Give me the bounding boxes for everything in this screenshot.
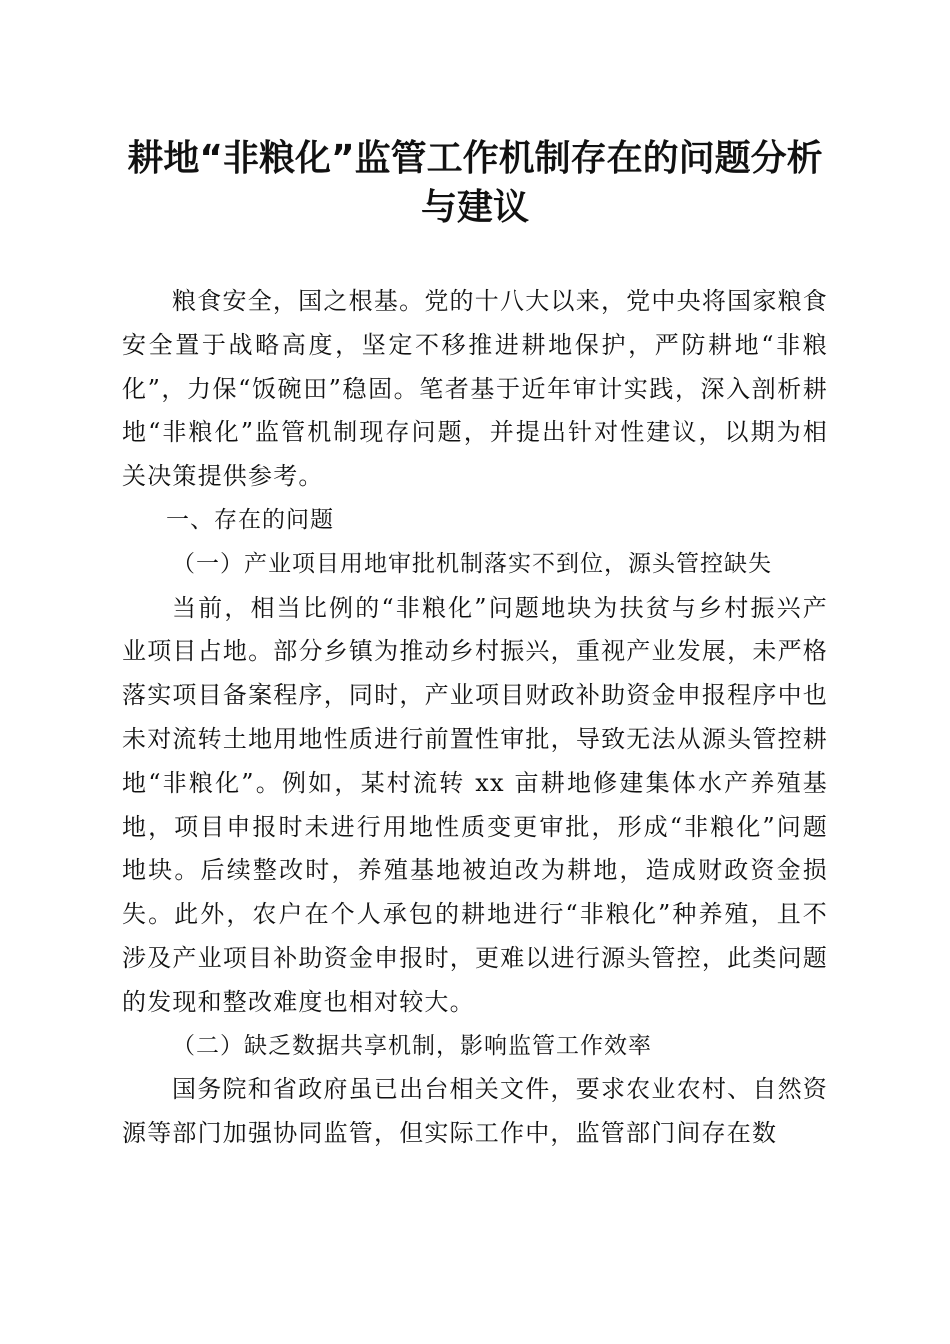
section-heading-problems: 一、存在的问题 xyxy=(166,506,334,533)
title-line-1: 耕地“非粮化”监管工作机制存在的问题分析 xyxy=(127,138,823,179)
intro-paragraph: 粮食安全，国之根基。党的十八大以来，党中央将国家粮食安全置于战略高度，坚定不移推进耕地保护，严防耕地“非粮化”，力保“饭碗田”稳固。笔者基于近年审计实践，深入剖析耕地“非粮化”监管机制现存问题，并提出针对性建议，以期为相关决策提供参考。 xyxy=(122,287,828,491)
subsection-heading-2: （二）缺乏数据共享机制，影响监管工作效率 xyxy=(172,1032,652,1059)
title-line-2: 与建议 xyxy=(420,187,529,228)
document-body xyxy=(122,280,828,1156)
subsection-heading-1: （一）产业项目用地审批机制落实不到位，源头管控缺失 xyxy=(172,550,772,577)
subsection-1-paragraph: 当前，相当比例的“非粮化”问题地块为扶贫与乡村振兴产业项目占地。部分乡镇为推动乡村振兴，重视产业发展，未严格落实项目备案程序，同时，产业项目财政补助资金申报程序中也未对流转土地用地性质进行前置性审批，导致无法从源头管控耕地“非粮化”。例如，某村流转 xx 亩耕地修建集体水产养殖基地，项目申报时未进行用地性质变更审批，形成“非粮化”问题地块。后续整改时，养殖基地被迫改为耕地，造成财政资金损失。此外，农户在个人承包的耕地进行“非粮化”种养殖，且不涉及产业项目补助资金申报时，更难以进行源头管控，此类问题的发现和整改难度也相对较大。 xyxy=(122,593,828,1016)
subsection-2-paragraph: 国务院和省政府虽已出台相关文件，要求农业农村、自然资源等部门加强协同监管，但实际工作中，监管部门间存在数 xyxy=(122,1075,828,1148)
document-title xyxy=(100,134,850,232)
